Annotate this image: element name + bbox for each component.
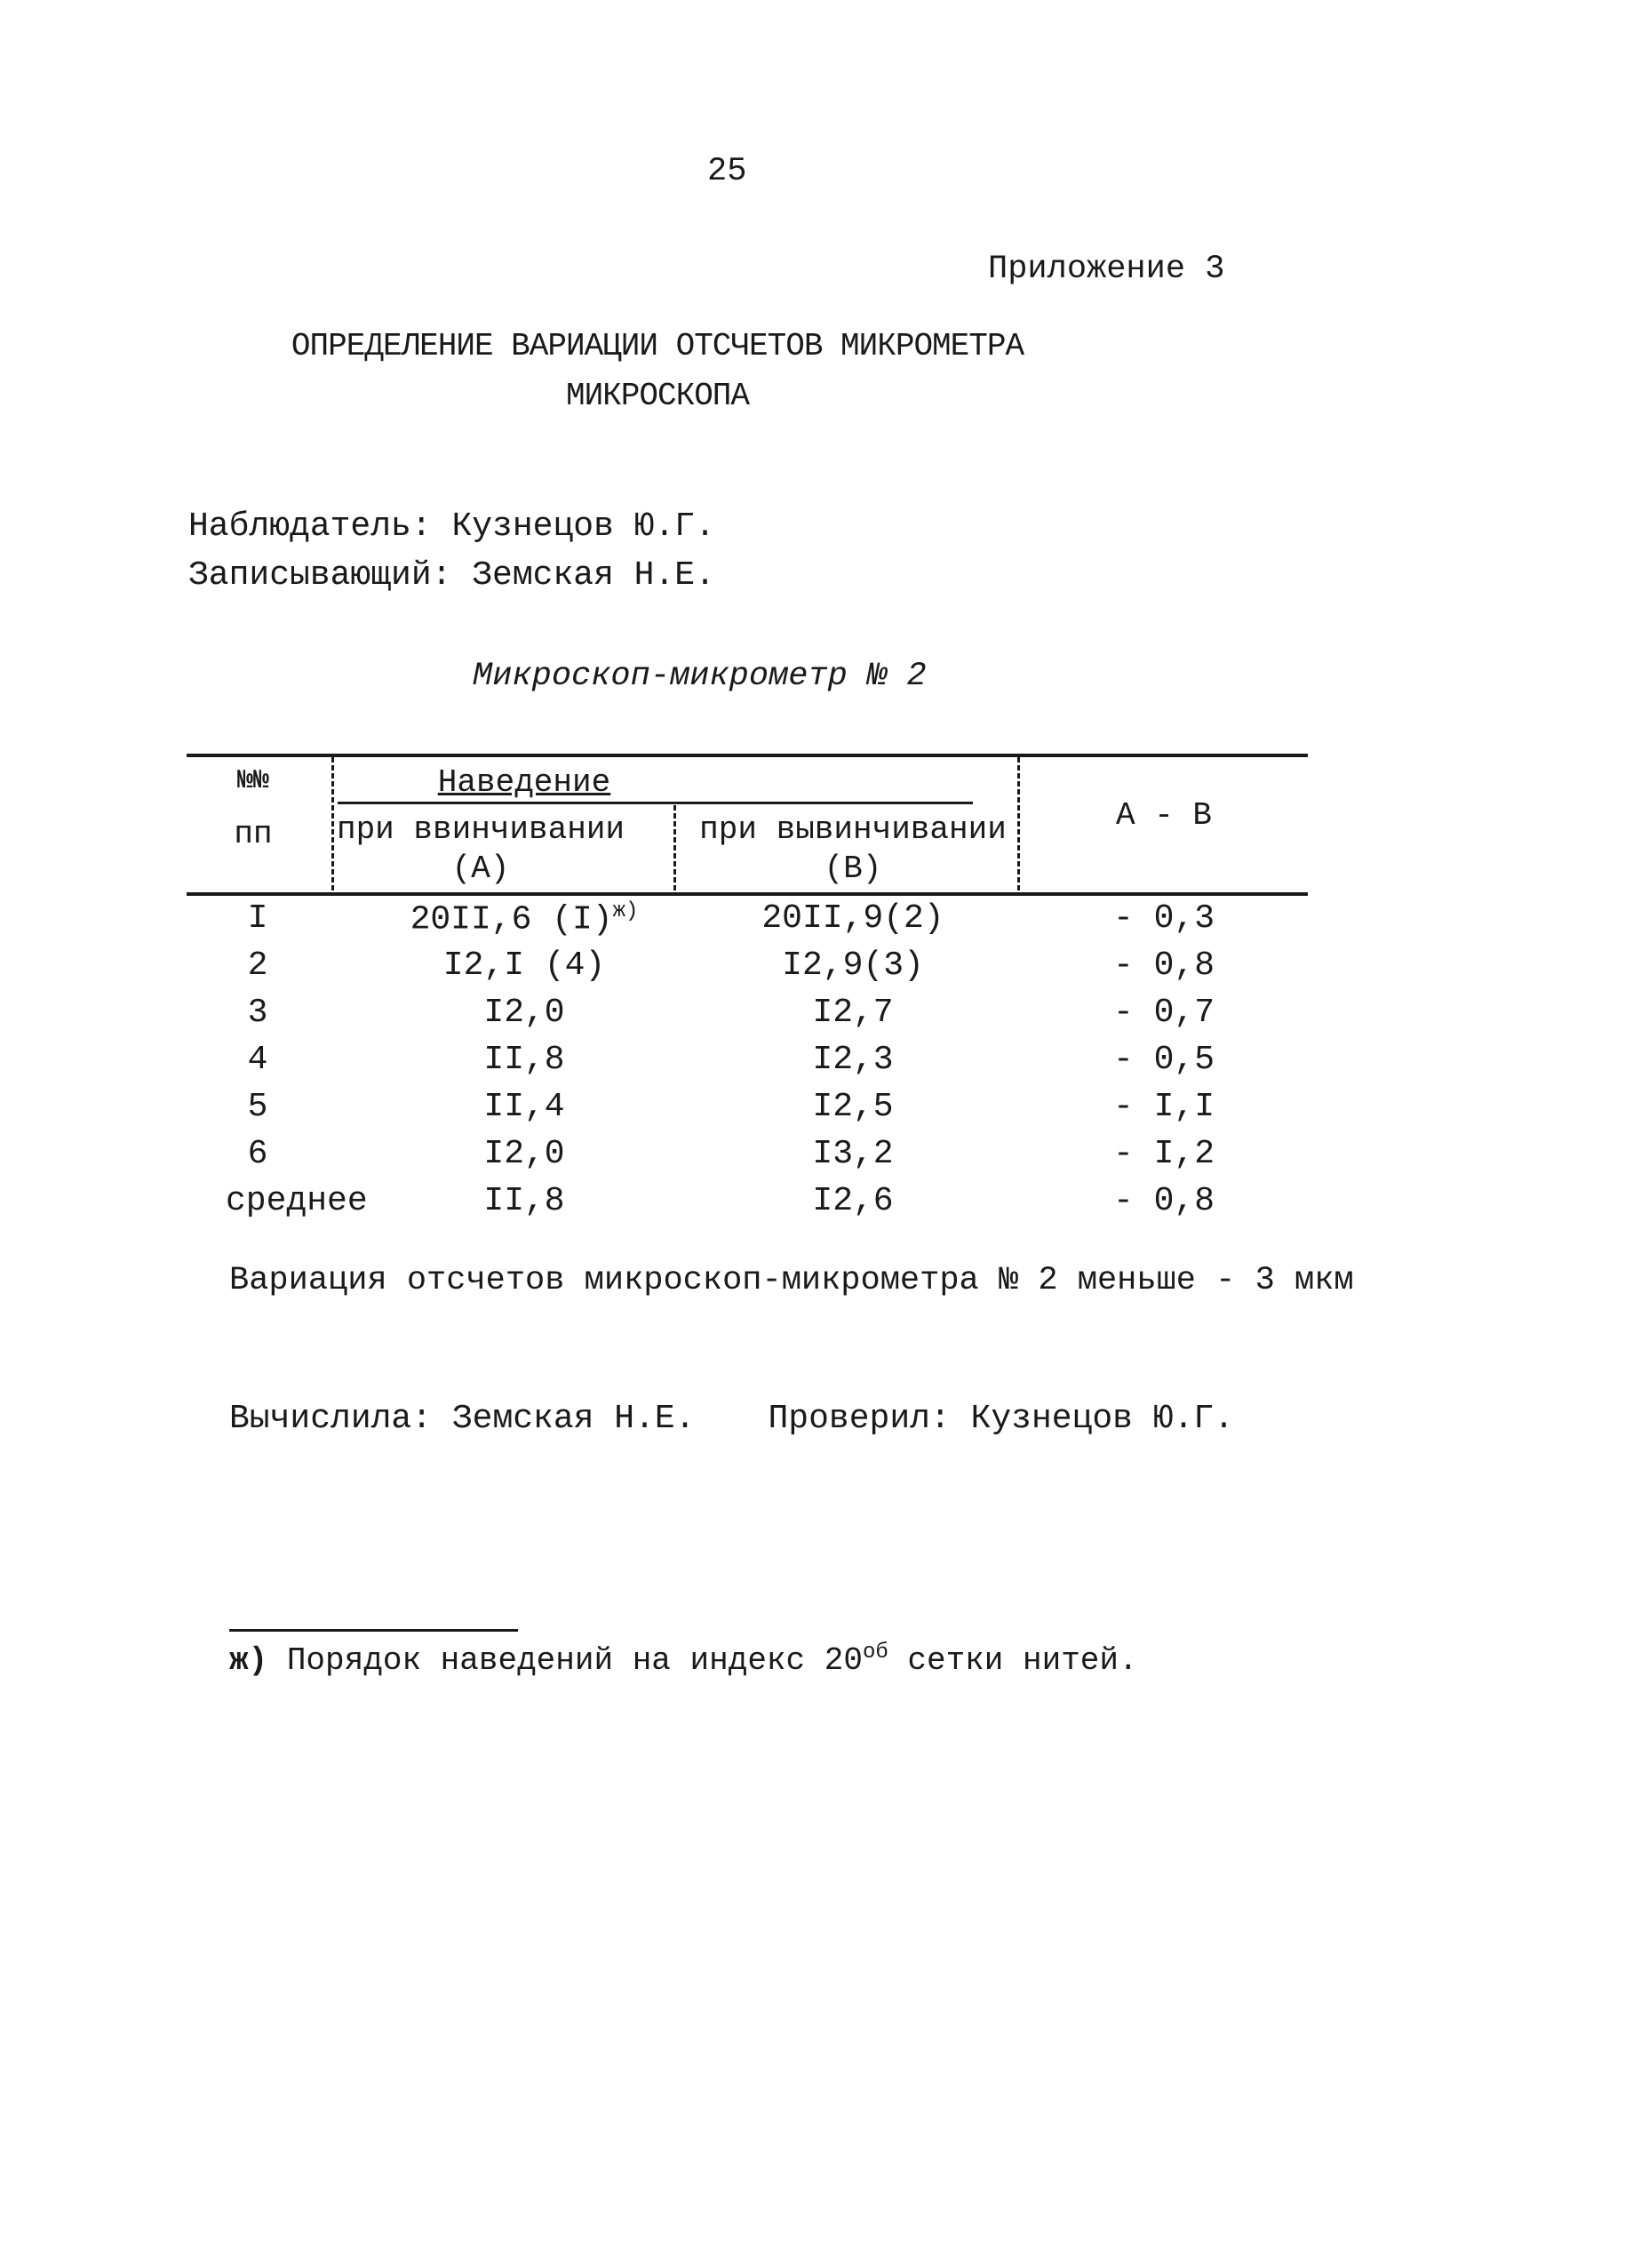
recorder-line: Записывающий: Земская Н.Е.: [188, 556, 715, 595]
row-num: 6: [247, 1135, 268, 1173]
row-diff: - 0,8: [1112, 946, 1215, 985]
signatures: [229, 1400, 1234, 1438]
row-diff: - 0,5: [1112, 1041, 1215, 1079]
table-caption: Микроскоп-микрометр № 2: [473, 658, 927, 695]
row-value-a: I2,I (4): [442, 946, 606, 985]
row-diff: - 0,3: [1112, 899, 1215, 938]
footnote-marker: ж): [229, 1642, 268, 1679]
footnote-divider: [229, 1629, 518, 1632]
footnote-tail: сетки нитей.: [907, 1642, 1138, 1679]
footnote-superscript: об: [862, 1641, 888, 1665]
row-value-a: II,4: [483, 1088, 565, 1126]
row-value-a: I2,0: [483, 1135, 565, 1173]
computed-by: Вычислила: Земская Н.Е.: [229, 1400, 696, 1438]
row-value-b: I2,7: [812, 994, 894, 1032]
row-value-b: I2,6: [812, 1182, 894, 1220]
row-num: среднее: [226, 1182, 368, 1220]
title-line-2: МИКРОСКОПА: [565, 378, 750, 414]
row-diff: - 0,7: [1112, 994, 1215, 1032]
header-col-a-line-2: (А): [451, 850, 510, 887]
footnote: [229, 1641, 1138, 1679]
conclusion-text: Вариация отсчетов микроскоп-микрометра № 2 меньше - 3 мкм: [229, 1262, 1354, 1299]
row-diff: - I,2: [1112, 1135, 1215, 1173]
header-col-b-line-1: при вывинчивании: [699, 811, 1007, 848]
header-col-b-line-2: (В): [824, 850, 882, 887]
people-block: [188, 502, 715, 600]
header-bottom-rule: [187, 892, 1308, 896]
appendix-label: Приложение 3: [988, 251, 1225, 288]
footnote-marker: ж): [612, 899, 639, 923]
row-value-a: 20II,6 $(I)^{ж)}$: [410, 899, 639, 939]
footnote-text: Порядок наведений на индекс 20: [286, 1642, 863, 1679]
header-num-line-1: №№: [236, 766, 269, 796]
group-underline: [338, 802, 973, 804]
header-num-line-2: пп: [234, 816, 273, 852]
row-value-b: I2,9(3): [782, 946, 924, 985]
document-title: [267, 322, 1048, 421]
row-diff: - 0,8: [1112, 1182, 1215, 1220]
checked-by: Проверил: Кузнецов Ю.Г.: [768, 1400, 1234, 1438]
row-value-b: I3,2: [812, 1135, 894, 1173]
row-diff: - I,I: [1112, 1088, 1215, 1126]
page-number: 25: [707, 153, 747, 190]
row-value-b: I2,3: [812, 1041, 894, 1079]
row-num: 2: [247, 946, 268, 985]
row-num: 3: [247, 994, 268, 1032]
row-value-a: II,8: [483, 1182, 565, 1220]
header-col-a-line-1: при ввинчивании: [336, 811, 625, 848]
separator-a-b: [673, 805, 676, 890]
row-value-b: 20II,9(2): [761, 899, 944, 938]
row-num: 4: [247, 1041, 268, 1079]
header-group-label: Наведение: [437, 764, 611, 801]
header-col-diff: А - В: [1115, 797, 1213, 834]
row-value-a: I2,0: [483, 994, 565, 1032]
row-num: I: [247, 899, 268, 938]
row-num: 5: [247, 1088, 268, 1126]
observer-line: Наблюдатель: Кузнецов Ю.Г.: [188, 507, 715, 546]
table-top-rule: [187, 754, 1308, 757]
row-value-a: II,8: [483, 1041, 565, 1079]
row-value-b: I2,5: [812, 1088, 894, 1126]
title-line-1: ОПРЕДЕЛЕНИЕ ВАРИАЦИИ ОТСЧЕТОВ МИКРОМЕТРА: [291, 328, 1024, 364]
